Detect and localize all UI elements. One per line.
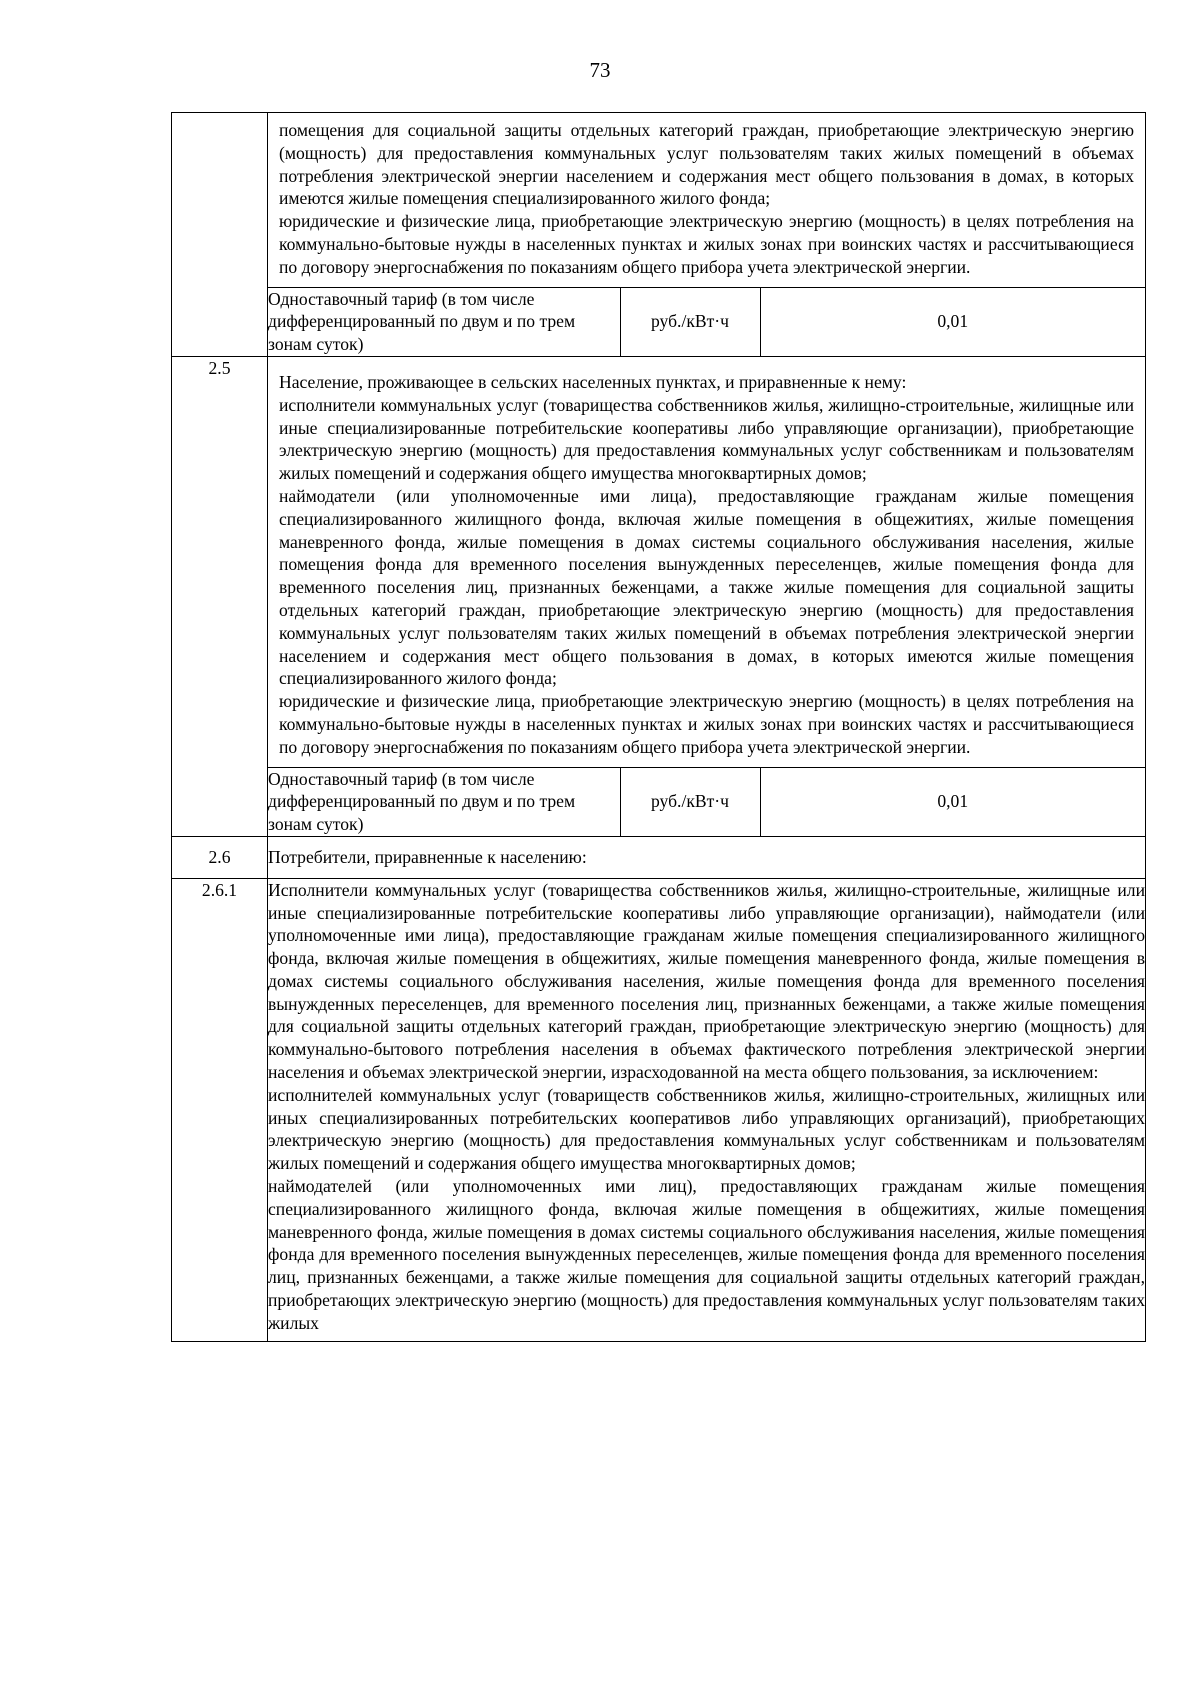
paragraph: наймодателей (или уполномоченных ими лиц), предоставляющих гражданам жилые помещения специализированного жилищного фонда, включая жилые помещения в общежитиях, жилые помещения маневренного фонда, жилые помещения в домах системы социального обслуживания населения, жилые помещения фонда для временного поселения вынужденных переселенцев, жилые помещения фонда для временного поселения лиц, признанных беженцами, а также жилые помещения для социальной защиты отдельных категорий граждан, приобретающих электрическую энергию (мощность) для предоставления коммунальных услуг пользователям таких жилых xyxy=(268,1176,1145,1333)
row-number: 2.6.1 xyxy=(172,878,268,1341)
row-content xyxy=(268,356,1146,836)
page-number: 73 xyxy=(589,58,611,82)
table-row-2-6-1 xyxy=(172,878,1146,1341)
row-number: 2.5 xyxy=(172,356,268,836)
tariff-label: Одноставочный тариф (в том числе дифференцированный по двум и по трем зонам суток) xyxy=(268,768,620,836)
table-row-2-5 xyxy=(172,356,1146,836)
row-content xyxy=(268,878,1146,1341)
paragraph: наймодатели (или уполномоченные ими лица), предоставляющие гражданам жилые помещения специализированного жилищного фонда, включая жилые помещения в общежитиях, жилые помещения маневренного фонда, жилые помещения в домах системы социального обслуживания населения, жилые помещения фонда для временного поселения вынужденных переселенцев, жилые помещения фонда для временного поселения лиц, признанных беженцами, а также жилые помещения для социальной защиты отдельных категорий граждан, приобретающие электрическую энергию (мощность) для предоставления коммунальных услуг пользователям таких жилых помещений в объемах потребления электрической энергии населением и содержания мест общего пользования в домах, в которых имеются жилые помещения специализированного жилого фонда; xyxy=(279,485,1134,689)
paragraph: исполнителей коммунальных услуг (товариществ собственников жилья, жилищно-строительных, жилищных или иных специализированных потребительских кооперативов либо управляющих организаций), приобретающих электрическую энергию (мощность) для предоставления коммунальных услуг собственникам и пользователям жилых помещений и содержания общего имущества многоквартирных домов; xyxy=(268,1084,1145,1174)
table-row-continuation xyxy=(172,113,1146,357)
tariff-value: 0,01 xyxy=(937,311,969,332)
tariff-label: Одноставочный тариф (в том числе дифференцированный по двум и по трем зонам суток) xyxy=(268,288,620,356)
row-content xyxy=(268,113,1146,357)
paragraph: юридические и физические лица, приобретающие электрическую энергию (мощность) в целях потребления на коммунально-бытовые нужды в населенных пунктах и жилых зонах при воинских частях и рассчитывающиеся по договору энергоснабжения по показаниям общего прибора учета электрической энергии. xyxy=(279,691,1134,757)
paragraph: Потребители, приравненные к населению: xyxy=(268,846,587,867)
tariff-subtable xyxy=(268,288,1145,356)
row-content xyxy=(268,836,1146,878)
tariff-subtable xyxy=(268,768,1145,836)
paragraph: Население, проживающее в сельских населенных пунктах, и приравненные к нему: xyxy=(279,371,907,392)
paragraph: Исполнители коммунальных услуг (товарищества собственников жилья, жилищно-строительные, жилищные или иные специализированные потребительские кооперативы либо управляющие организации), наймодатели (или уполномоченные ими лица), предоставляющие гражданам жилые помещения специализированного жилищного фонда, включая жилые помещения в общежитиях, жилые помещения маневренного фонда, жилые помещения в домах системы социального обслуживания населения, жилые помещения фонда для временного поселения вынужденных переселенцев, для временного поселения лиц, признанных беженцами, а также жилые помещения для социальной защиты отдельных категорий граждан, приобретающие электрическую энергию (мощность) для коммунально-бытового потребления населения в объемах фактического потребления электрической энергии населения и объемах электрической энергии, израсходованной на места общего пользования, за исключением: xyxy=(268,879,1145,1083)
tariff-table xyxy=(171,112,1146,1342)
tariff-value: 0,01 xyxy=(937,791,969,812)
paragraph: исполнители коммунальных услуг (товарищества собственников жилья, жилищно-строительные, жилищные или иные специализированные потребительские кооперативы либо управляющие организации), приобретающие электрическую энергию (мощность) для предоставления коммунальных услуг собственникам и пользователям жилых помещений и содержания общего имущества многоквартирных домов; xyxy=(279,394,1134,484)
paragraph: помещения для социальной защиты отдельных категорий граждан, приобретающие электрическую энергию (мощность) для предоставления коммунальных услуг пользователям таких жилых помещений в объемах потребления электрической энергии населением и содержания мест общего пользования в домах, в которых имеются жилые помещения специализированного жилого фонда; xyxy=(279,120,1134,209)
row-number: 2.6 xyxy=(172,836,268,878)
tariff-unit: руб./кВт·ч xyxy=(620,768,760,836)
tariff-unit: руб./кВт·ч xyxy=(620,288,760,356)
row-number xyxy=(172,113,268,357)
paragraph: юридические и физические лица, приобретающие электрическую энергию (мощность) в целях потребления на коммунально-бытовые нужды в населенных пунктах и жилых зонах при воинских частях и рассчитывающиеся по договору энергоснабжения по показаниям общего прибора учета электрической энергии. xyxy=(279,211,1134,277)
table-row-2-6 xyxy=(172,836,1146,878)
